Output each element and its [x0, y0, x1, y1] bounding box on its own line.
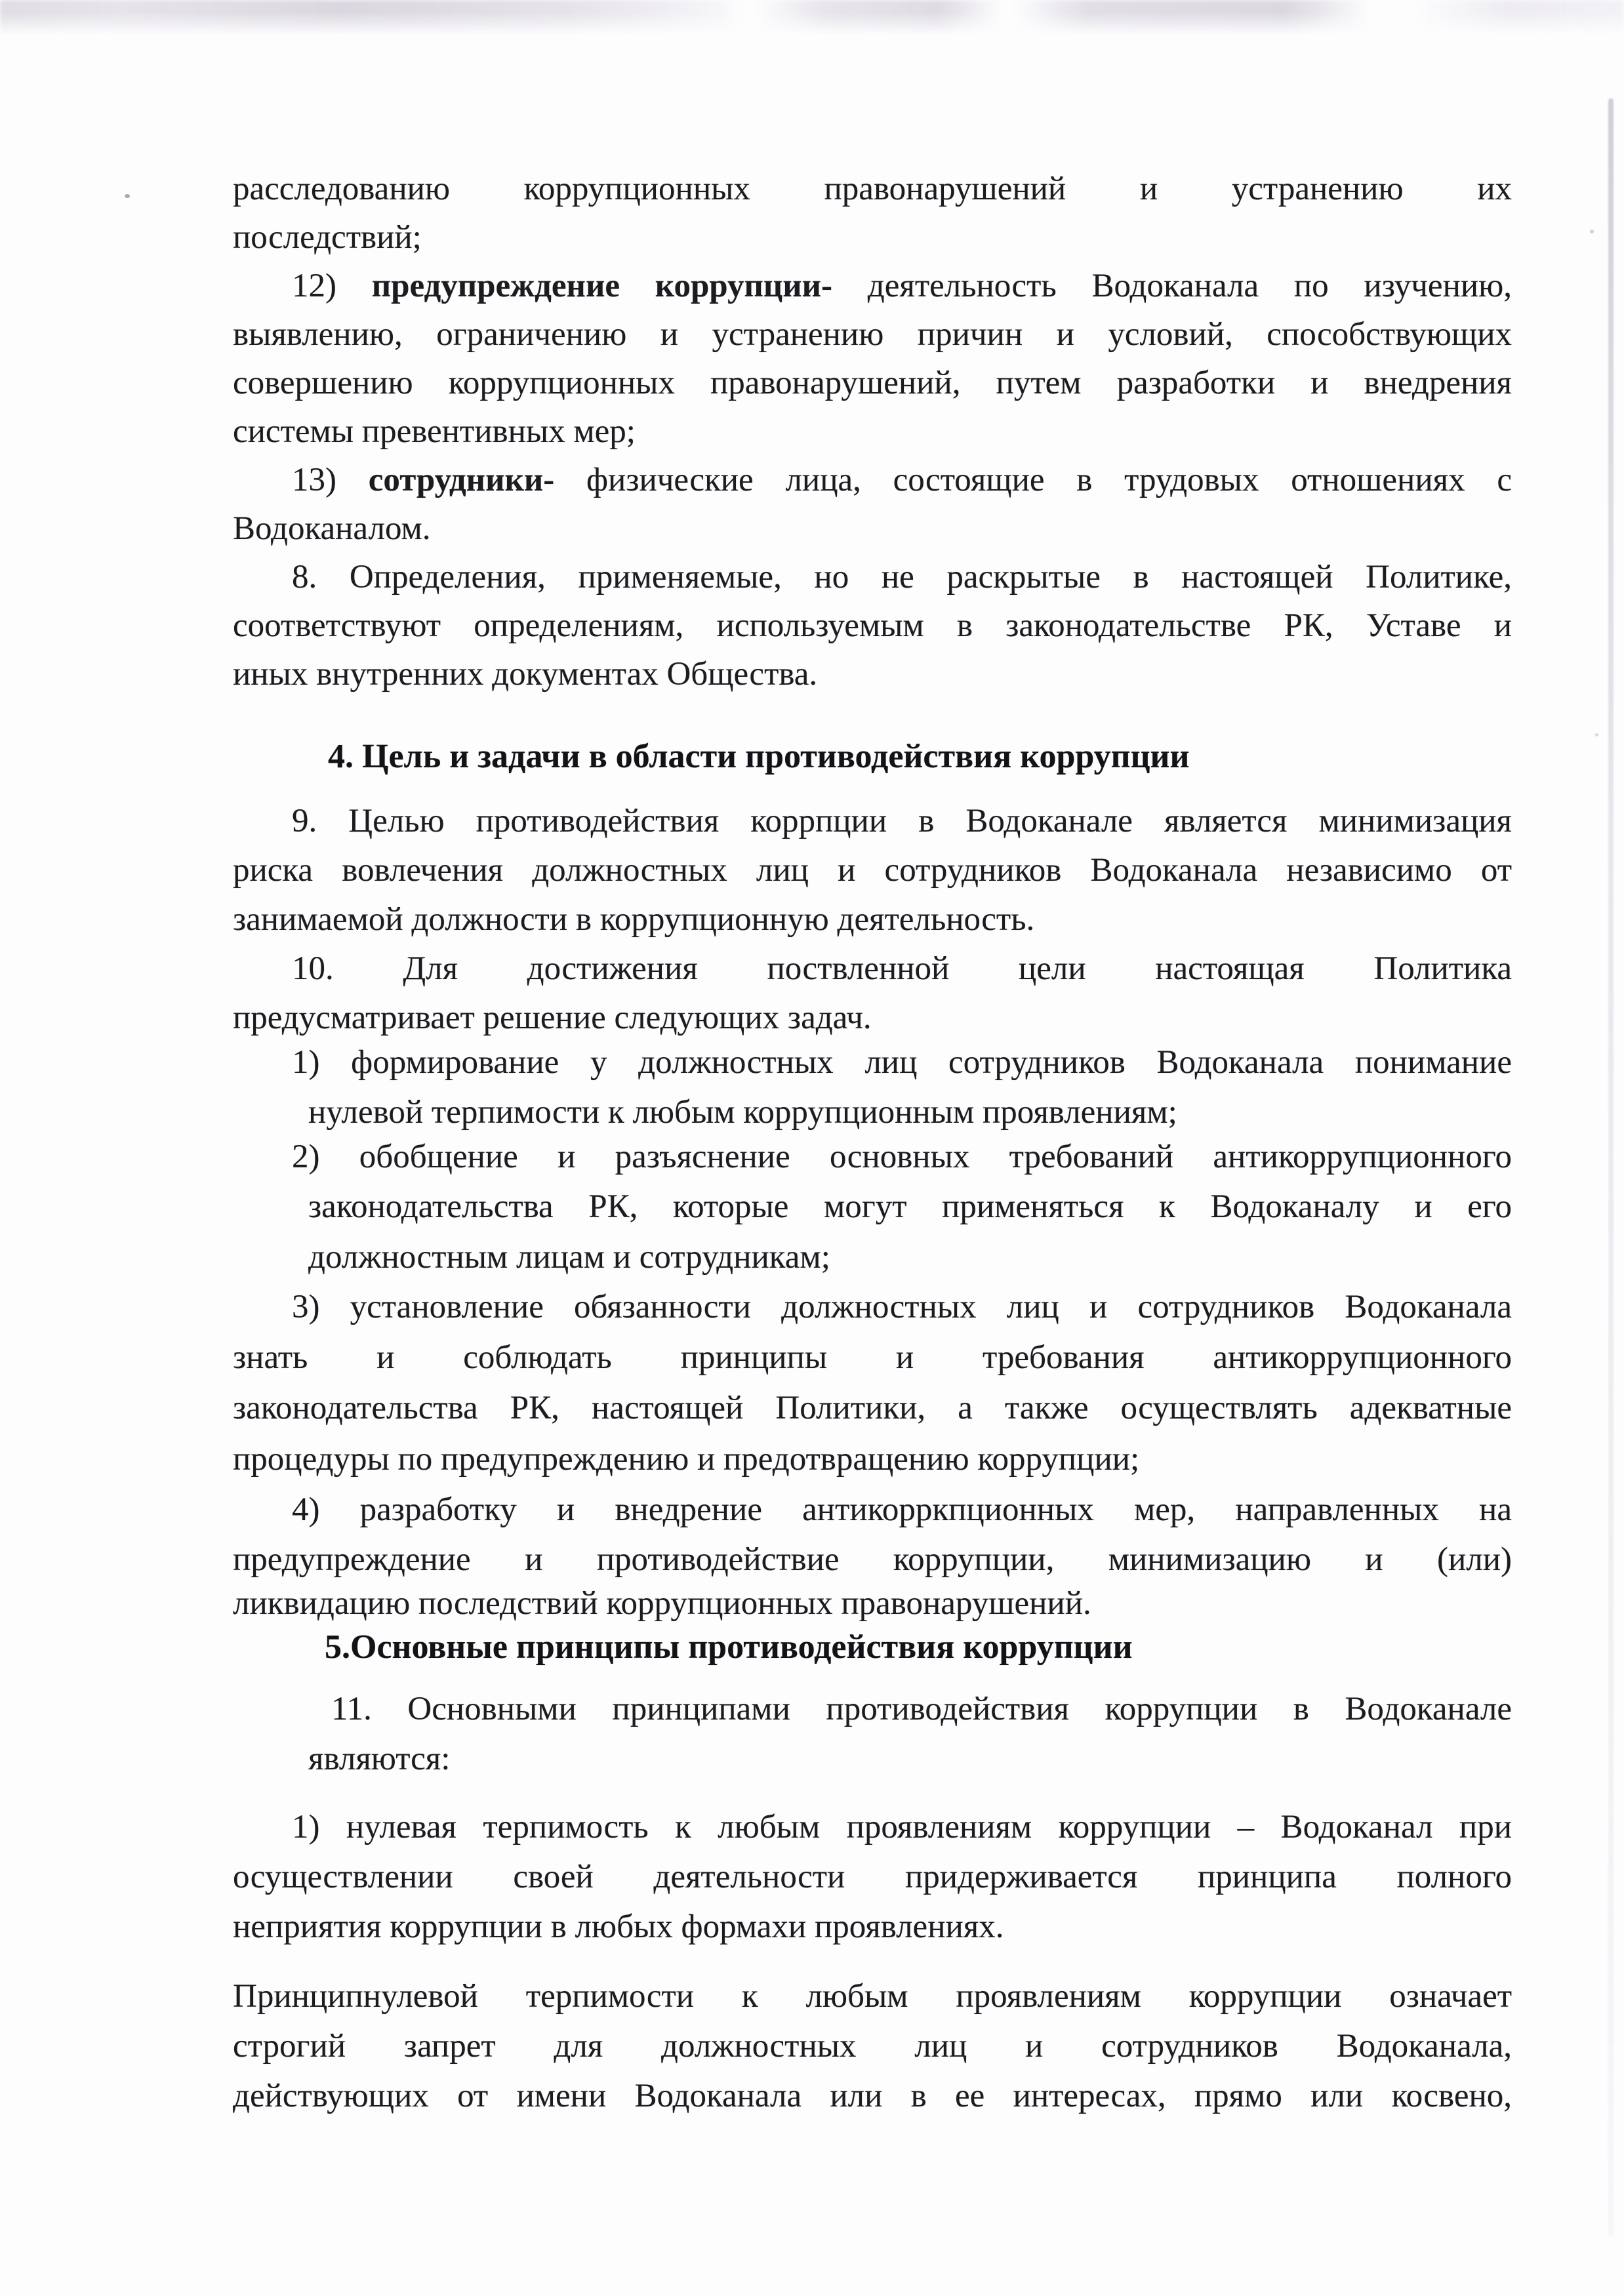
- text-line: строгий запрет для должностных лиц и сотрудников Водоканала,: [233, 2028, 1512, 2064]
- text-line: осуществлении своей деятельности придерживается принципа полного: [233, 1859, 1512, 1895]
- scan-speck: [1590, 230, 1594, 233]
- text-line: иных внутренних документах Общества.: [233, 656, 818, 693]
- term-definition: деятельность Водоканала по изучению,: [832, 268, 1512, 304]
- text-line: 3) установление обязанности должностных лиц и сотрудников Водоканала: [292, 1289, 1512, 1325]
- text-line: 9. Целью противодействия коррпции в Водоканале является минимизация: [292, 803, 1512, 839]
- text-line: 4) разработку и внедрение антикорркпционных мер, направленных на: [292, 1491, 1512, 1528]
- text-line: риска вовлечения должностных лиц и сотрудников Водоканала независимо от: [233, 852, 1512, 889]
- text-line: предупреждение и противодействие коррупции, минимизацию и (или): [233, 1541, 1512, 1578]
- text-line: 11. Основными принципами противодействия коррупции в Водоканале: [331, 1691, 1512, 1727]
- text-line: 8. Определения, применяемые, но не раскрытые в настоящей Политике,: [292, 559, 1512, 595]
- text-line: расследованию коррупционных правонарушений и устранению их: [233, 171, 1512, 207]
- text-line: предусматривает решение следующих задач.: [233, 999, 872, 1036]
- text-line: 1) нулевая терпимость к любым проявлениям коррупции – Водоканал при: [292, 1809, 1512, 1845]
- text-line: нулевой терпимости к любым коррупционным проявлениям;: [308, 1094, 1177, 1131]
- text-line: неприятия коррупции в любых формахи проявлениях.: [233, 1908, 1004, 1945]
- section-5-heading: 5.Основные принципы противодействия коррупции: [325, 1628, 1133, 1666]
- text-line: Водоканалом.: [233, 510, 431, 547]
- text-line: [233, 460, 1512, 500]
- scan-artifact-right-edge: [1608, 98, 1614, 2236]
- text-line: действующих от имени Водоканала или в ее интересах, прямо или косвено,: [233, 2078, 1512, 2114]
- text-line: 2) обобщение и разъяснение основных требований антикоррупционного: [292, 1138, 1512, 1175]
- text-line: знать и соблюдать принципы и требования антикоррупционного: [233, 1339, 1512, 1376]
- text-line: выявлению, ограничению и устранению причин и условий, способствующих: [233, 316, 1512, 353]
- term-definition: физические лица, состоящие в трудовых отношениях с: [554, 462, 1512, 498]
- text-line: 1) формирование у должностных лиц сотрудников Водоканала понимание: [292, 1044, 1512, 1081]
- term-bold: предупреждение коррупции-: [371, 268, 833, 304]
- text-line: последствий;: [233, 219, 422, 256]
- scan-speck: [1595, 733, 1598, 736]
- text-line: [233, 266, 1512, 306]
- text-line: процедуры по предупреждению и предотвращению коррупции;: [233, 1441, 1140, 1478]
- text-line: совершению коррупционных правонарушений, путем разработки и внедрения: [233, 365, 1512, 401]
- text-line: системы превентивных мер;: [233, 413, 636, 450]
- text-line: законодательства РК, настоящей Политики, а также осуществлять адекватные: [233, 1390, 1512, 1426]
- text-line: соответствуют определениям, используемым в законодательстве РК, Уставе и: [233, 607, 1512, 644]
- text-line: являются:: [308, 1741, 451, 1777]
- list-number: 12): [292, 268, 372, 304]
- term-bold: сотрудники-: [368, 462, 555, 498]
- scan-speck: [125, 194, 130, 198]
- text-line: Принципнулевой терпимости к любым проявлениям коррупции означает: [233, 1978, 1512, 2015]
- text-line: занимаемой должности в коррупционную деятельность.: [233, 901, 1035, 938]
- list-number: 13): [292, 462, 369, 498]
- text-line: ликвидацию последствий коррупционных правонарушений.: [233, 1585, 1091, 1622]
- scan-artifact-top-streaks: [0, 0, 1624, 35]
- text-line: 10. Для достижения поствленной цели настоящая Политика: [292, 950, 1512, 987]
- text-line: законодательства РК, которые могут применяться к Водоканалу и его: [308, 1188, 1512, 1225]
- section-4-heading: 4. Цель и задачи в области противодействия коррупции: [328, 738, 1190, 775]
- text-line: должностным лицам и сотрудникам;: [308, 1239, 830, 1276]
